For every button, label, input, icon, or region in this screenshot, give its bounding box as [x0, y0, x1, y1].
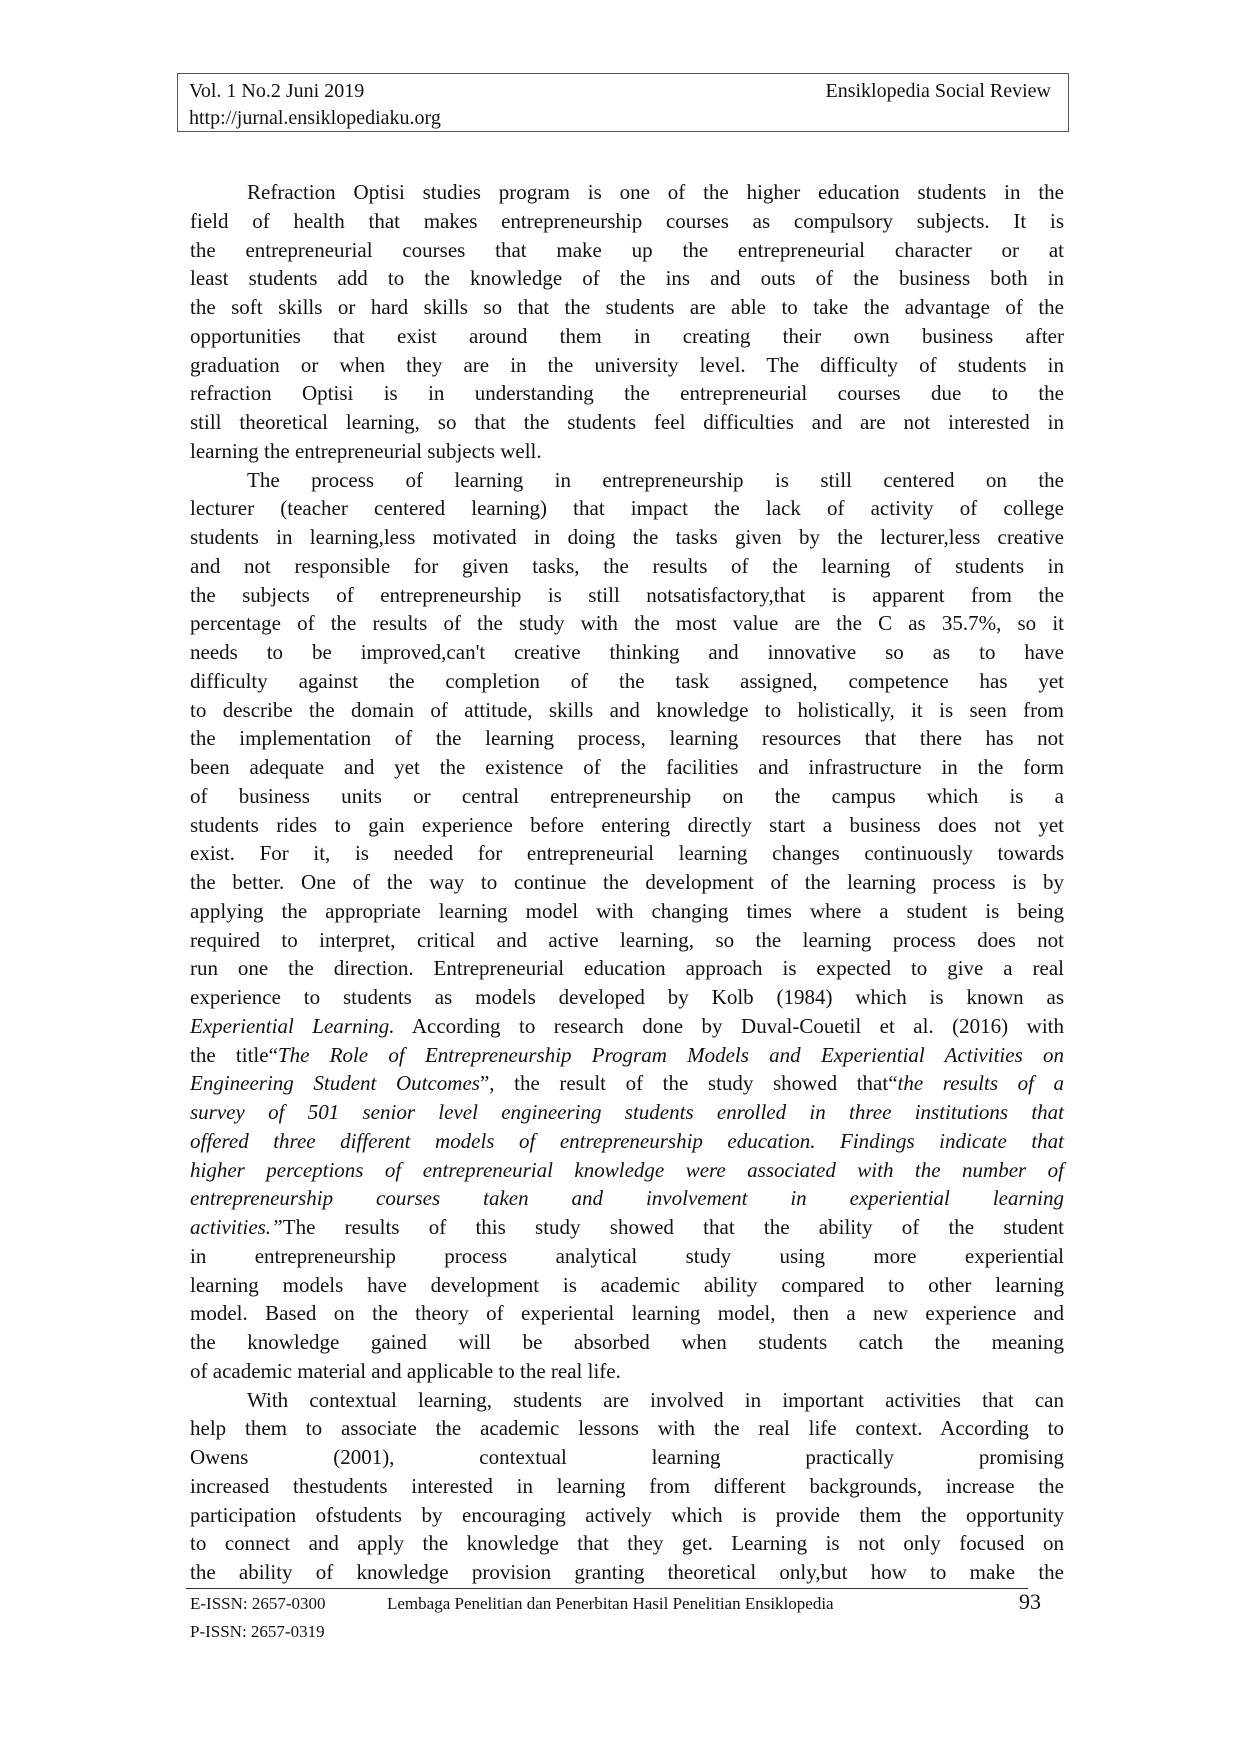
cited-title: The Role of Entrepreneurship Program Models and Experiential Activities on — [277, 1042, 1064, 1067]
text-line: to connect and apply the knowledge that they get. Learning is not only focused on — [190, 1531, 1064, 1556]
text-line: learning models have development is academic ability compared to other learning — [190, 1272, 1064, 1297]
text-line: Owens (2001), contextual learning practically promising — [190, 1445, 1064, 1469]
text-line: lecturer (teacher centered learning) that impact the lack of activity of college — [190, 496, 1064, 521]
text-line: students rides to gain experience before entering directly start a business does not yet — [190, 812, 1064, 837]
footer-divider — [186, 1588, 1028, 1589]
text-line: been adequate and yet the existence of the facilities and infrastructure in the form — [190, 755, 1064, 779]
paragraph-2 — [190, 466, 1064, 1386]
text-line — [190, 1156, 1064, 1185]
quoted-finding: entrepreneurship courses taken and involvement in experiential learning — [190, 1186, 1064, 1211]
text-line: model. Based on the theory of experiental learning model, then a new experience and — [190, 1301, 1064, 1326]
text-line: the subjects of entrepreneurship is still notsatisfactory,that is apparent from the — [190, 582, 1064, 607]
text-line: the title“The Role of Entrepreneurship Program Models and Experiential Activities on — [190, 1042, 1064, 1067]
text-line: applying the appropriate learning model with changing times where a student is being — [190, 898, 1064, 923]
text-line — [190, 1127, 1064, 1156]
text-line: needs to be improved,can't creative thinking and innovative so as to have — [190, 640, 1064, 664]
text-line: activities.”The results of this study showed that the ability of the student — [190, 1215, 1064, 1239]
journal-title: Ensiklopedia Social Review — [825, 80, 1051, 102]
text-line — [190, 1184, 1064, 1213]
p-issn: P-ISSN: 2657-0319 — [190, 1622, 325, 1641]
text-line: graduation or when they are in the university level. The difficulty of students in — [190, 352, 1064, 377]
e-issn: E-ISSN: 2657-0300 — [190, 1594, 326, 1613]
page-number: 93 — [1019, 1589, 1041, 1614]
publisher: Lembaga Penelitian dan Penerbitan Hasil Penelitian Ensiklopedia — [387, 1594, 834, 1613]
text-line: in entrepreneurship process analytical study using more experiential — [190, 1243, 1064, 1268]
quoted-finding: activities.” — [190, 1215, 283, 1239]
text-line: Engineering Student Outcomes”, the result of the study showed that“the results of a — [190, 1071, 1065, 1096]
text-line: difficulty against the completion of the task assigned, competence has yet — [190, 668, 1064, 693]
text-line: least students add to the knowledge of the ins and outs of the business both in — [190, 266, 1064, 291]
text-line: of academic material and applicable to the real life. — [190, 1358, 621, 1383]
text-line: Experiential Learning. According to research done by Duval-Couetil et al. (2016) with — [190, 1013, 1064, 1038]
text-line: increased thestudents interested in learning from different backgrounds, increase the — [190, 1473, 1064, 1498]
quoted-finding: survey of 501 senior level engineering students enrolled in three institutions that — [190, 1100, 1064, 1124]
text-line: the soft skills or hard skills so that the students are able to take the advantage of the — [190, 295, 1064, 319]
text-line: to describe the domain of attitude, skills and knowledge to holistically, it is seen from — [190, 697, 1064, 722]
text-line: the better. One of the way to continue the development of the learning process is by — [190, 870, 1064, 894]
text-line: required to interpret, critical and active learning, so the learning process does not — [190, 927, 1064, 952]
text-line — [190, 1098, 1064, 1127]
text-line: and not responsible for given tasks, the results of the learning of students in — [190, 553, 1064, 578]
text-line: experience to students as models developed by Kolb (1984) which is known as — [190, 985, 1064, 1009]
text-line: the ability of knowledge provision granting theoretical only,but how to make the — [190, 1560, 1064, 1584]
text-line: the entrepreneurial courses that make up the entrepreneurial character or at — [190, 237, 1064, 262]
cited-title: Engineering Student Outcomes — [190, 1071, 480, 1096]
volume-issue: Vol. 1 No.2 Juni 2019 — [189, 80, 365, 102]
text-line: refraction Optisi is in understanding the entrepreneurial courses due to the — [190, 381, 1064, 406]
term-experiential-learning: Experiential Learning. — [190, 1013, 395, 1038]
quoted-finding: the results of a — [897, 1071, 1065, 1096]
text-line: students in learning,less motivated in doing the tasks given by the lecturer,less creative — [190, 525, 1064, 549]
text-line: learning the entrepreneurial subjects well. — [190, 438, 542, 463]
text-line: The process of learning in entrepreneurship is still centered on the — [247, 467, 1064, 492]
text-line: field of health that makes entrepreneurship courses as compulsory subjects. It is — [190, 208, 1064, 233]
text-line: of business units or central entrepreneurship on the campus which is a — [190, 783, 1064, 808]
running-header — [177, 73, 1069, 132]
text-line: run one the direction. Entrepreneurial education approach is expected to give a real — [190, 956, 1064, 981]
text-line: Refraction Optisi studies program is one of the higher education students in the — [247, 180, 1064, 204]
text-line: help them to associate the academic lessons with the real life context. According to — [190, 1416, 1064, 1441]
text-line: percentage of the results of the study with the most value are the C as 35.7%, so it — [190, 611, 1064, 636]
text-line: exist. For it, is needed for entrepreneurial learning changes continuously towards — [190, 841, 1064, 866]
paragraph-1 — [190, 178, 1064, 466]
text-line: With contextual learning, students are involved in important activities that can — [247, 1387, 1064, 1412]
paragraph-3 — [190, 1386, 1064, 1587]
text-line: still theoretical learning, so that the students feel difficulties and are not interested in — [190, 410, 1064, 434]
text-line: opportunities that exist around them in creating their own business after — [190, 323, 1064, 348]
quoted-finding: offered three different models of entrepreneurship education. Findings indicate that — [190, 1128, 1064, 1153]
quoted-finding: higher perceptions of entrepreneurial knowledge were associated with the number of — [190, 1157, 1064, 1182]
text-line: the knowledge gained will be absorbed when students catch the meaning — [190, 1330, 1064, 1354]
text-line: participation ofstudents by encouraging actively which is provide them the opportunity — [190, 1502, 1064, 1527]
text-line: the implementation of the learning process, learning resources that there has not — [190, 726, 1064, 751]
article-body — [190, 178, 1064, 1587]
journal-url: http://jurnal.ensiklopediaku.org — [189, 107, 441, 129]
